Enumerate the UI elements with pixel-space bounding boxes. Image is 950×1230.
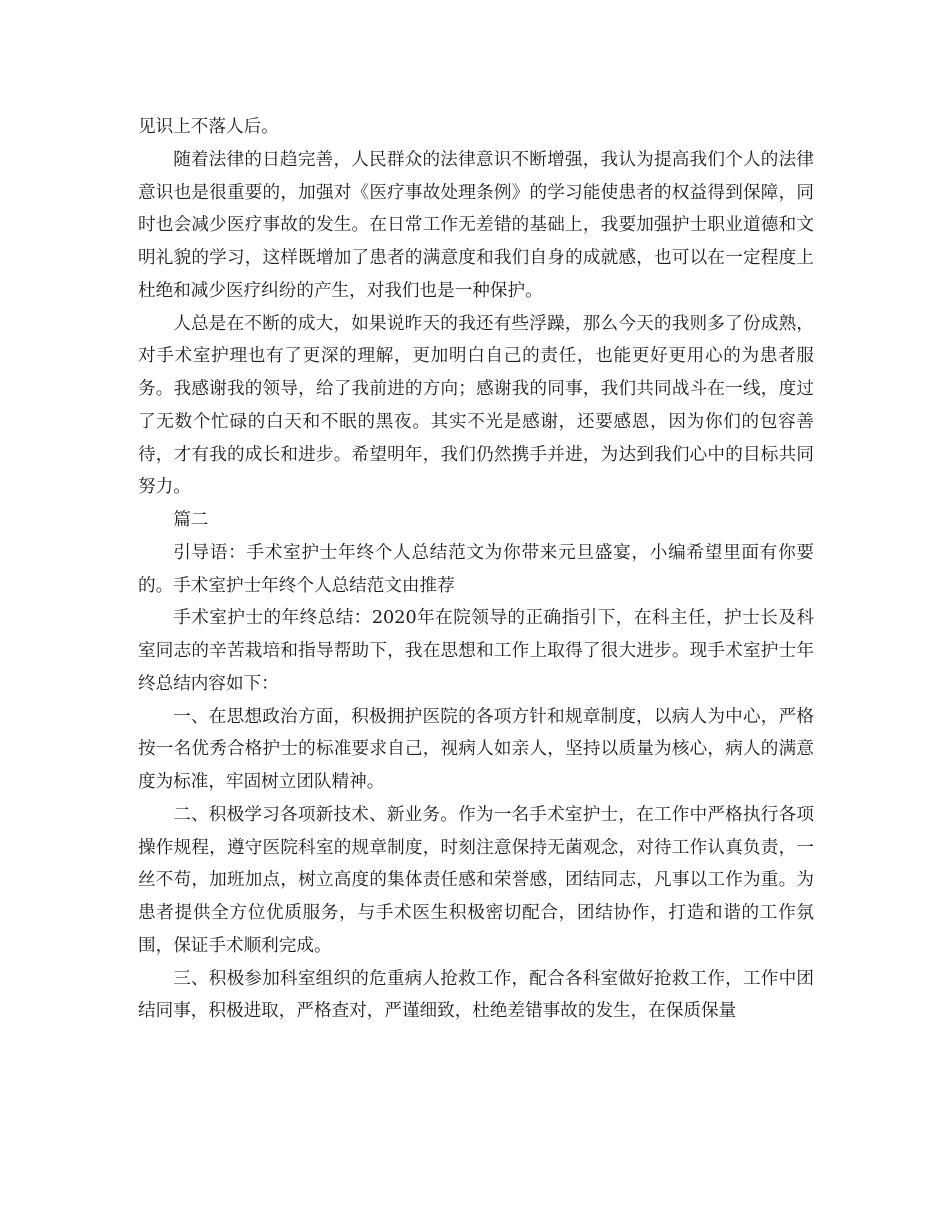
paragraph: 二、积极学习各项新技术、新业务。作为一名手术室护士，在工作中严格执行各项操作规程，遵守医院科室的规章制度，时刻注意保持无菌观念，对待工作认真负责，一丝不苟，加班加点，树立高度的集体责任感和荣誉感，团结同志，凡事以工作为重。为患者提供全方位优质服务，与手术医生积极密切配合，团结协作，打造和谐的工作氛围，保证手术顺利完成。 — [138, 804, 814, 956]
section-heading: 篇二 — [173, 510, 209, 530]
paragraph: 引导语：手术室护士年终个人总结范文为你带来元旦盛宴，小编希望里面有你要的。手术室护士年终个人总结范文由推荐 — [138, 542, 814, 596]
paragraph: 人总是在不断的成大，如果说昨天的我还有些浮躁，那么今天的我则多了份成熟，对手术室护理也有了更深的理解，更加明白自己的责任，也能更好更用心的为患者服务。我感谢我的领导，给了我前进的方向；感谢我的同事，我们共同战斗在一线，度过了无数个忙碌的白天和不眠的黑夜。其实不光是感谢，还要感恩，因为你们的包容善待，才有我的成长和进步。希望明年，我们仍然携手并进，为达到我们心中的目标共同努力。 — [138, 313, 814, 498]
paragraph: 手术室护士的年终总结：2020年在院领导的正确指引下，在科主任，护士长及科室同志的辛苦栽培和指导帮助下，我在思想和工作上取得了很大进步。现手术室护士年终总结内容如下： — [138, 608, 814, 694]
paragraph: 三、积极参加科室组织的危重病人抢救工作，配合各科室做好抢救工作，工作中团结同事，积极进取，严格查对，严谨细致，杜绝差错事故的发生，在保质保量 — [138, 968, 814, 1022]
paragraph: 随着法律的日趋完善，人民群众的法律意识不断增强，我认为提高我们个人的法律意识也是很重要的，加强对《医疗事故处理条例》的学习能使患者的权益得到保障，同时也会减少医疗事故的发生。在日常工作无差错的基础上，我要加强护士职业道德和文明礼貌的学习，这样既增加了患者的满意度和我们自身的成就感，也可以在一定程度上杜绝和减少医疗纠纷的产生，对我们也是一种保护。 — [138, 149, 814, 301]
paragraph: 见识上不落人后。 — [138, 117, 279, 137]
document-page — [138, 111, 814, 1028]
paragraph: 一、在思想政治方面，积极拥护医院的各项方针和规章制度，以病人为中心，严格按一名优秀合格护士的标准要求自己，视病人如亲人，坚持以质量为核心，病人的满意度为标准，牢固树立团队精神。 — [138, 706, 814, 792]
